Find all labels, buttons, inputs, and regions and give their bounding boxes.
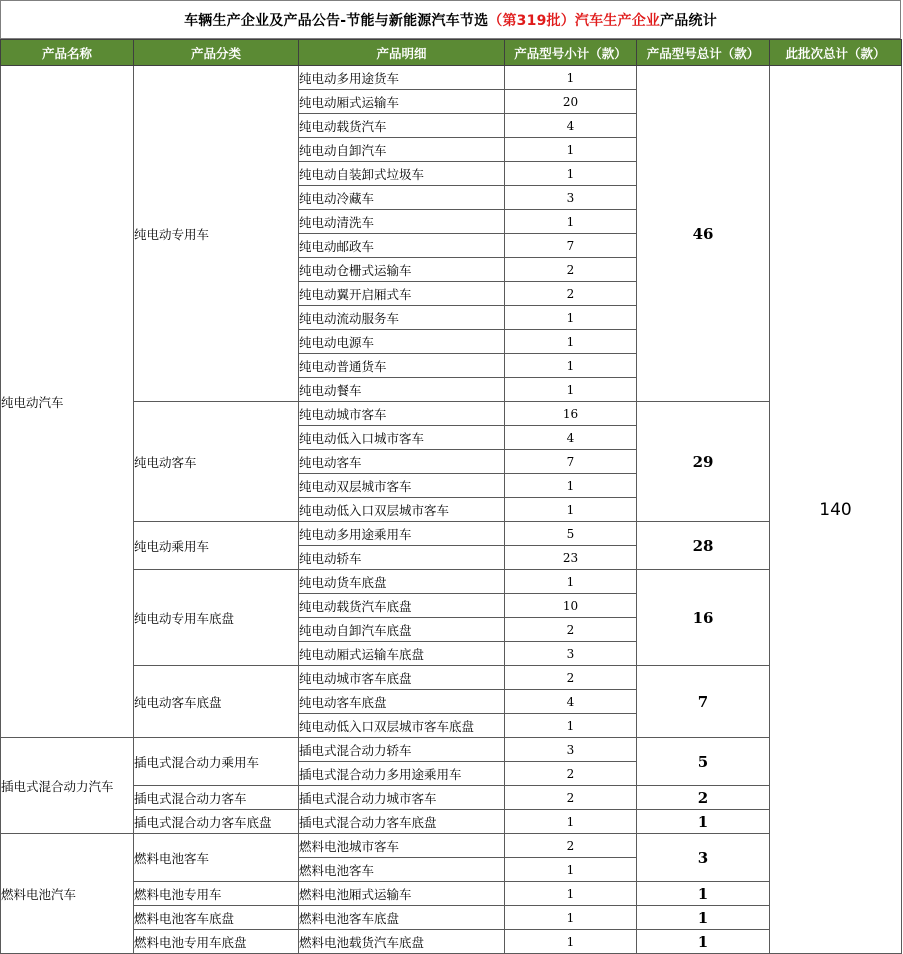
product-category-cell[interactable]: 插电式混合动力客车 [134,786,299,810]
table-row [1,522,902,546]
product-category-cell[interactable]: 纯电动客车 [134,402,299,522]
model-subtotal-cell[interactable]: 2 [505,786,637,810]
model-total-cell[interactable]: 28 [637,522,770,570]
page-title [0,0,901,39]
product-detail-cell[interactable]: 纯电动低入口双层城市客车底盘 [299,714,505,738]
model-subtotal-cell[interactable]: 3 [505,738,637,762]
table-row [1,66,902,90]
model-total-cell[interactable]: 3 [637,834,770,882]
product-category-cell[interactable]: 燃料电池客车 [134,834,299,882]
product-detail-cell[interactable]: 纯电动餐车 [299,378,505,402]
product-category-cell[interactable]: 燃料电池专用车 [134,882,299,906]
product-detail-cell[interactable]: 纯电动轿车 [299,546,505,570]
table-row [1,570,902,594]
model-subtotal-cell[interactable]: 1 [505,354,637,378]
model-subtotal-cell[interactable]: 4 [505,114,637,138]
product-name-cell[interactable]: 燃料电池汽车 [1,834,134,954]
product-detail-cell[interactable]: 纯电动邮政车 [299,234,505,258]
product-detail-cell[interactable]: 纯电动城市客车底盘 [299,666,505,690]
batch-total-cell[interactable]: 140 [770,66,902,954]
model-subtotal-cell[interactable]: 1 [505,858,637,882]
model-total-cell[interactable]: 7 [637,666,770,738]
product-detail-cell[interactable]: 燃料电池载货汽车底盘 [299,930,505,954]
model-subtotal-cell[interactable]: 1 [505,162,637,186]
model-total-cell[interactable]: 1 [637,906,770,930]
model-subtotal-cell[interactable]: 7 [505,450,637,474]
product-detail-cell[interactable]: 燃料电池城市客车 [299,834,505,858]
product-category-cell[interactable]: 纯电动专用车 [134,66,299,402]
product-category-cell[interactable]: 插电式混合动力乘用车 [134,738,299,786]
product-detail-cell[interactable]: 纯电动仓栅式运输车 [299,258,505,282]
model-subtotal-cell[interactable]: 1 [505,66,637,90]
model-subtotal-cell[interactable]: 2 [505,618,637,642]
product-category-cell[interactable]: 纯电动专用车底盘 [134,570,299,666]
model-subtotal-cell[interactable]: 2 [505,834,637,858]
model-total-cell[interactable]: 46 [637,66,770,402]
product-detail-cell[interactable]: 纯电动电源车 [299,330,505,354]
model-subtotal-cell[interactable]: 2 [505,666,637,690]
product-detail-cell[interactable]: 纯电动客车底盘 [299,690,505,714]
header-product-detail[interactable]: 产品明细 [299,40,505,66]
model-subtotal-cell[interactable]: 1 [505,714,637,738]
table-row [1,666,902,690]
product-detail-cell[interactable]: 纯电动清洗车 [299,210,505,234]
model-subtotal-cell[interactable]: 1 [505,882,637,906]
table-body [1,66,902,954]
product-category-cell[interactable]: 纯电动客车底盘 [134,666,299,738]
model-subtotal-cell[interactable]: 1 [505,906,637,930]
product-detail-cell[interactable]: 纯电动载货汽车底盘 [299,594,505,618]
product-detail-cell[interactable]: 插电式混合动力城市客车 [299,786,505,810]
model-subtotal-cell[interactable]: 1 [505,474,637,498]
product-category-cell[interactable]: 插电式混合动力客车底盘 [134,810,299,834]
model-subtotal-cell[interactable]: 1 [505,378,637,402]
model-subtotal-cell[interactable]: 10 [505,594,637,618]
table-row [1,402,902,426]
product-name-cell[interactable]: 插电式混合动力汽车 [1,738,134,834]
model-total-cell[interactable]: 1 [637,882,770,906]
model-subtotal-cell[interactable]: 3 [505,186,637,210]
model-total-cell[interactable]: 16 [637,570,770,666]
model-subtotal-cell[interactable]: 4 [505,690,637,714]
model-subtotal-cell[interactable]: 1 [505,138,637,162]
product-detail-cell[interactable]: 纯电动多用途货车 [299,66,505,90]
table-row [1,810,902,834]
product-detail-cell[interactable]: 纯电动厢式运输车底盘 [299,642,505,666]
model-subtotal-cell[interactable]: 1 [505,210,637,234]
product-category-cell[interactable]: 燃料电池客车底盘 [134,906,299,930]
product-detail-cell[interactable]: 燃料电池厢式运输车 [299,882,505,906]
product-detail-cell[interactable]: 插电式混合动力轿车 [299,738,505,762]
model-subtotal-cell[interactable]: 5 [505,522,637,546]
table-row [1,930,902,954]
product-detail-cell[interactable]: 纯电动自装卸式垃圾车 [299,162,505,186]
product-detail-cell[interactable]: 纯电动多用途乘用车 [299,522,505,546]
header-product-category[interactable]: 产品分类 [134,40,299,66]
product-detail-cell[interactable]: 燃料电池客车 [299,858,505,882]
product-detail-cell[interactable]: 纯电动客车 [299,450,505,474]
model-total-cell[interactable]: 29 [637,402,770,522]
product-detail-cell[interactable]: 纯电动流动服务车 [299,306,505,330]
table-row [1,738,902,762]
product-detail-cell[interactable]: 纯电动翼开启厢式车 [299,282,505,306]
header-model-total[interactable]: 产品型号总计（款） [637,40,770,66]
product-detail-cell[interactable]: 纯电动双层城市客车 [299,474,505,498]
table-row [1,882,902,906]
model-subtotal-cell[interactable]: 1 [505,330,637,354]
header-batch-total[interactable]: 此批次总计（款） [770,40,902,66]
model-subtotal-cell[interactable]: 1 [505,930,637,954]
product-detail-cell[interactable]: 纯电动低入口城市客车 [299,426,505,450]
product-detail-cell[interactable]: 燃料电池客车底盘 [299,906,505,930]
product-detail-cell[interactable]: 纯电动货车底盘 [299,570,505,594]
table-row [1,834,902,858]
model-subtotal-cell[interactable]: 2 [505,282,637,306]
title-part-1: 车辆生产企业及产品公告-节能与新能源汽车节选 [184,12,489,29]
product-detail-cell[interactable]: 插电式混合动力客车底盘 [299,810,505,834]
model-subtotal-cell[interactable]: 20 [505,90,637,114]
model-subtotal-cell[interactable]: 1 [505,810,637,834]
model-subtotal-cell[interactable]: 4 [505,426,637,450]
product-detail-cell[interactable]: 纯电动载货汽车 [299,114,505,138]
product-detail-cell[interactable]: 纯电动普通货车 [299,354,505,378]
statistics-table [0,39,902,954]
model-subtotal-cell[interactable]: 1 [505,570,637,594]
model-subtotal-cell[interactable]: 1 [505,498,637,522]
model-subtotal-cell[interactable]: 2 [505,258,637,282]
model-total-cell[interactable]: 1 [637,810,770,834]
model-subtotal-cell[interactable]: 23 [505,546,637,570]
product-detail-cell[interactable]: 纯电动城市客车 [299,402,505,426]
product-category-cell[interactable]: 纯电动乘用车 [134,522,299,570]
title-part-3: 产品统计 [660,12,717,29]
title-part-2: （第319批）汽车生产企业 [488,12,661,29]
table-row [1,906,902,930]
header-row [1,40,902,66]
model-subtotal-cell[interactable]: 2 [505,762,637,786]
model-total-cell[interactable]: 5 [637,738,770,786]
product-detail-cell[interactable]: 纯电动自卸汽车底盘 [299,618,505,642]
product-detail-cell[interactable]: 纯电动厢式运输车 [299,90,505,114]
model-total-cell[interactable]: 1 [637,930,770,954]
model-subtotal-cell[interactable]: 16 [505,402,637,426]
table-row [1,786,902,810]
header-product-name[interactable]: 产品名称 [1,40,134,66]
product-detail-cell[interactable]: 纯电动低入口双层城市客车 [299,498,505,522]
product-category-cell[interactable]: 燃料电池专用车底盘 [134,930,299,954]
model-total-cell[interactable]: 2 [637,786,770,810]
product-detail-cell[interactable]: 插电式混合动力多用途乘用车 [299,762,505,786]
product-name-cell[interactable]: 纯电动汽车 [1,66,134,738]
product-detail-cell[interactable]: 纯电动冷藏车 [299,186,505,210]
header-model-subtotal[interactable]: 产品型号小计（款） [505,40,637,66]
product-detail-cell[interactable]: 纯电动自卸汽车 [299,138,505,162]
model-subtotal-cell[interactable]: 3 [505,642,637,666]
model-subtotal-cell[interactable]: 7 [505,234,637,258]
model-subtotal-cell[interactable]: 1 [505,306,637,330]
